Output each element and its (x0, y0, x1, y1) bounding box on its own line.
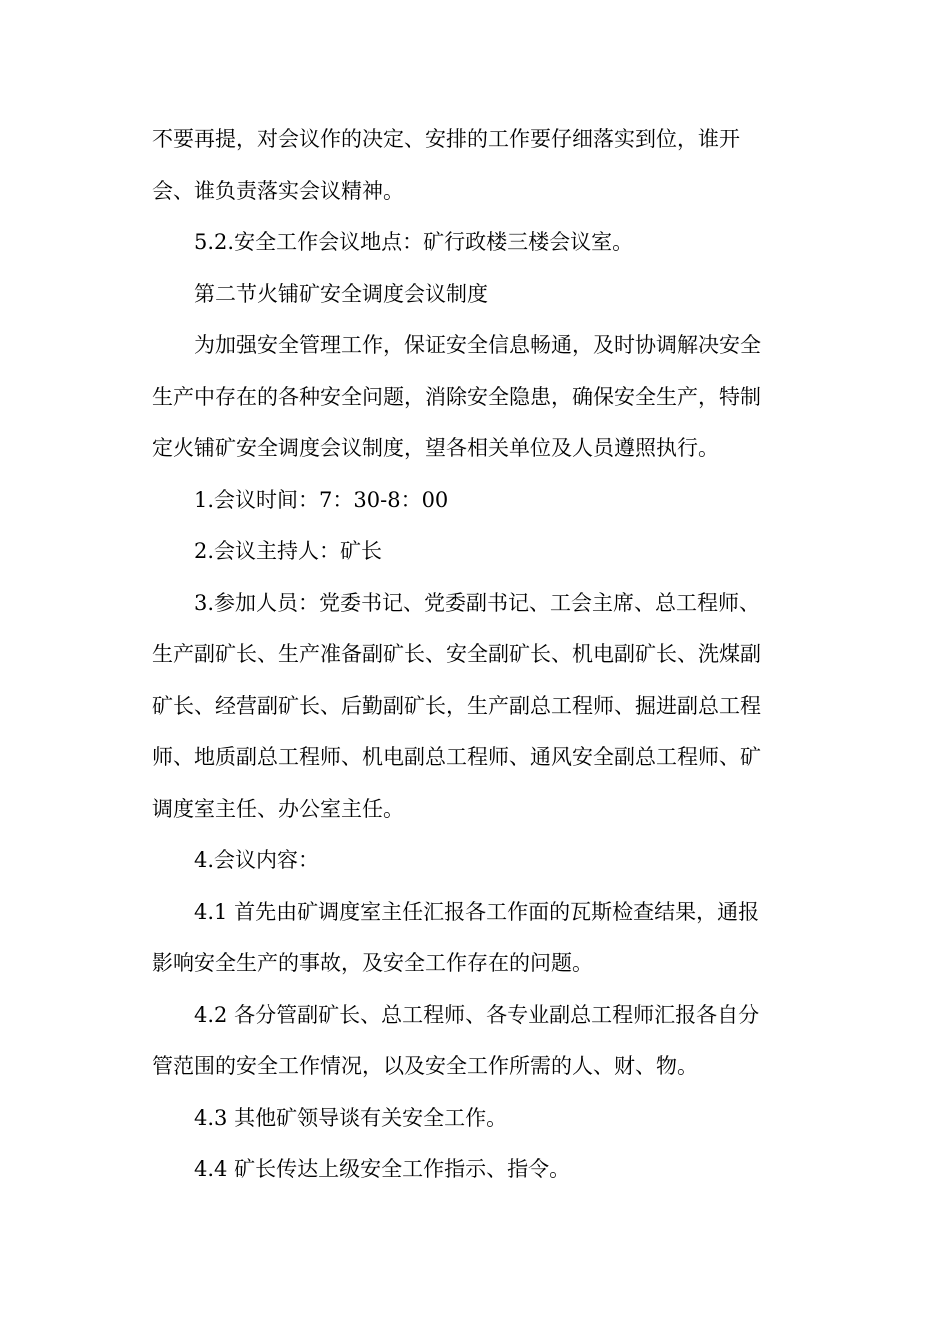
text-line: 生产副矿长、生产准备副矿长、安全副矿长、机电副矿长、洗煤副 (152, 642, 761, 666)
text-line: 4.2 各分管副矿长、总工程师、各专业副总工程师汇报各自分 (194, 1002, 760, 1027)
text-line: 管范围的安全工作情况，以及安全工作所需的人、财、物。 (152, 1054, 698, 1078)
text-line: 4.4 矿长传达上级安全工作指示、指令。 (194, 1157, 571, 1181)
text-line: 2.会议主持人：矿长 (194, 539, 383, 563)
text-line: 1.会议时间：7：30-8：00 (194, 487, 449, 512)
text-line: 调度室主任、办公室主任。 (152, 796, 404, 821)
text-line: 为加强安全管理工作，保证安全信息畅通，及时协调解决安全 (194, 333, 761, 357)
text-line: 会、谁负责落实会议精神。 (152, 178, 404, 203)
text-line: 生产中存在的各种安全问题，消除安全隐患，确保安全生产，特制 (152, 384, 761, 409)
text-line: 不要再提，对会议作的决定、安排的工作要仔细落实到位，谁开 (152, 127, 740, 151)
text-line: 3.参加人员：党委书记、党委副书记、工会主席、总工程师、 (194, 590, 761, 615)
text-line: 4.1 首先由矿调度室主任汇报各工作面的瓦斯检查结果，通报 (194, 899, 760, 924)
text-line: 5.2.安全工作会议地点：矿行政楼三楼会议室。 (194, 230, 634, 254)
text-line: 4.会议内容： (194, 848, 320, 872)
text-line: 影响安全生产的事故，及安全工作存在的问题。 (152, 951, 593, 975)
text-line: 4.3 其他矿领导谈有关安全工作。 (194, 1105, 508, 1130)
document-body (152, 114, 804, 1196)
section-heading: 第二节火铺矿安全调度会议制度 (194, 281, 488, 306)
text-line: 矿长、经营副矿长、后勤副矿长，生产副总工程师、掘进副总工程 (152, 693, 761, 718)
text-line: 师、地质副总工程师、机电副总工程师、通风安全副总工程师、矿 (152, 745, 761, 769)
text-line: 定火铺矿安全调度会议制度，望各相关单位及人员遵照执行。 (152, 436, 719, 460)
